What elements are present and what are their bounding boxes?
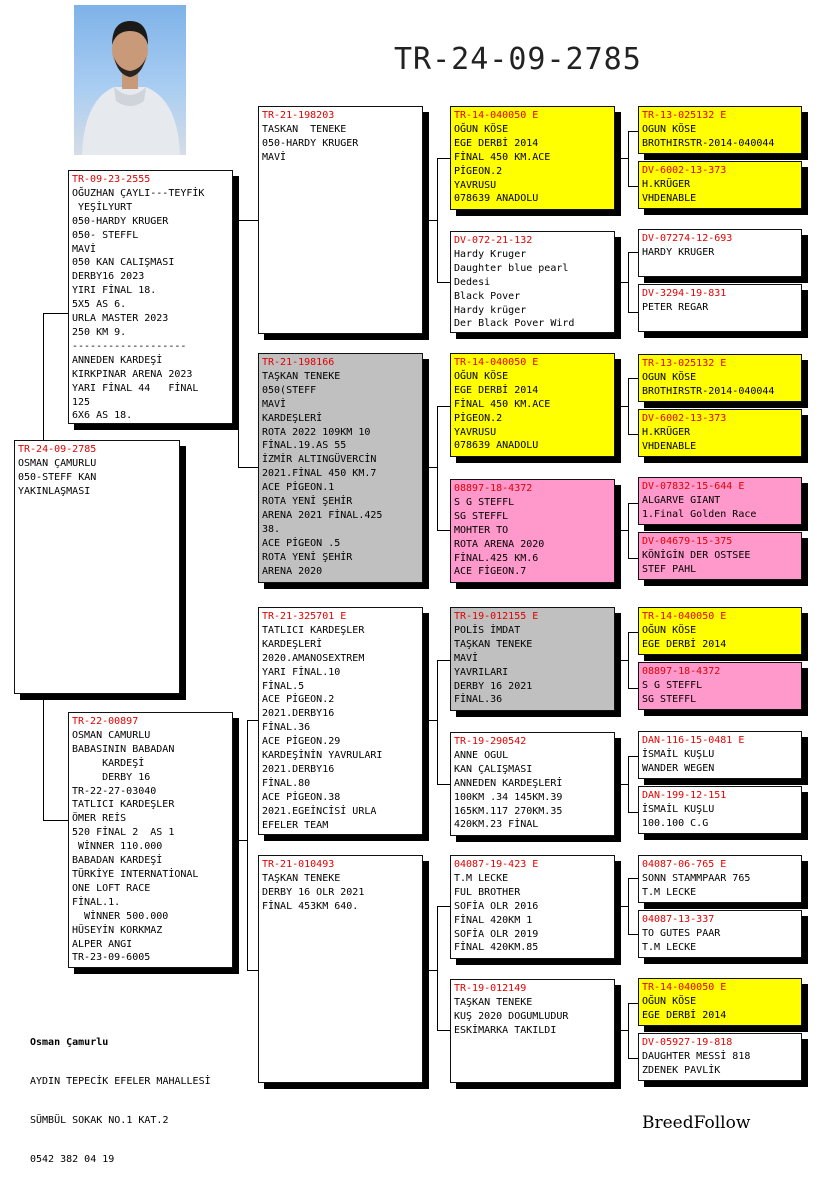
ring-number: TR-21-198203 xyxy=(262,110,335,121)
connector-line xyxy=(620,406,628,407)
bird-details: ALGARVE GIANT 1.Final Golden Race xyxy=(642,494,757,520)
ring-number: TR-21-198166 xyxy=(262,357,335,368)
ring-number: DV-05927-19-818 xyxy=(642,1037,733,1048)
bird-details: TAŞKAN TENEKE 050(STEFF MAVİ KARDEŞLERİ ROTA 2022 109KM 10 FİNAL.19.AS 55 İZMİR ALTINGÜVERCİN 2021.FİNAL 450 KM.7 ACE PİGEON.1 ROTA YENİ ŞEHİR ARENA 2021 FİNAL.425 38. ACE PİGEON .5 ROTA YENİ ŞEHİR ARENA 2020 xyxy=(262,370,383,577)
pedigree-title: TR-24-09-2785 xyxy=(394,42,642,77)
ring-number: TR-14-040050 E xyxy=(454,110,539,121)
bird-details: S G STEFFL SG STEFFL MOHTER TO ROTA ARENA 2020 FİNAL.425 KM.6 ACE FİGEON.7 xyxy=(454,496,545,578)
bird-details: OSMAN ÇAMURLU 050-STEFF KAN YAKINLAŞMASI xyxy=(18,457,97,497)
bird-details: OĞUN KÖSE EGE DERBİ 2014 FİNAL 450 KM.ACE PİGEON.2 YAVRUSU 078639 ANADOLU xyxy=(454,370,551,452)
connector-line xyxy=(437,906,438,1030)
ring-number: TR-19-290542 xyxy=(454,736,527,747)
gen4-card-11 xyxy=(638,731,802,779)
gen3-card-5 xyxy=(450,607,615,711)
dam-sire-card xyxy=(258,607,423,835)
connector-line xyxy=(43,313,44,441)
connector-line xyxy=(43,694,44,820)
connector-line xyxy=(437,784,450,785)
ring-number: DV-04679-15-375 xyxy=(642,536,733,547)
bird-details: KÖNİGİN DER OSTSEE STEF PAHL xyxy=(642,549,751,575)
connector-line xyxy=(628,378,629,434)
connector-line xyxy=(628,503,638,504)
bird-details: TATLICI KARDEŞLER KARDEŞLERİ 2020.AMANOSEXTREM YARI FİNAL.10 FİNAL.5 ACE PİGEON.2 2021.DERBY16 FİNAL.36 ACE PİGEON.29 KARDEŞİNİN YAVRULARI 2021.DERBY16 FİNAL.80 ACE PİGEON.38 2021.EGEİNCİSİ URLA EFELER TEAM xyxy=(262,624,383,831)
connector-line xyxy=(620,906,628,907)
ring-number: TR-09-23-2555 xyxy=(72,174,151,185)
ring-number: TR-21-325701 E xyxy=(262,611,347,622)
gen3-card-4 xyxy=(450,479,615,583)
connector-line xyxy=(628,252,629,312)
ring-number: TR-13-025132 E xyxy=(642,110,727,121)
connector-line xyxy=(437,906,450,907)
bird-details: ANNE OGUL KAN ÇALIŞMASI ANNEDEN KARDEŞLERİ 100KM .34 145KM.39 165KM.117 270KM.35 420KM.23 FİNAL xyxy=(454,749,563,831)
ring-number: DAN-116-15-0481 E xyxy=(642,735,745,746)
gen3-card-2 xyxy=(450,231,615,333)
connector-line xyxy=(437,660,450,661)
bird-details: OĞUN KÖSE EGE DERBİ 2014 xyxy=(642,624,727,650)
bird-details: S G STEFFL SG STEFFL xyxy=(642,679,703,705)
bird-details: TASKAN TENEKE 050-HARDY KRUGER MAVİ xyxy=(262,123,359,163)
owner-address-line: AYDIN TEPECİK EFELER MAHALLESİ xyxy=(30,1076,211,1087)
ring-number: DV-6002-13-373 xyxy=(642,413,727,424)
owner-phone: 0542 382 04 19 xyxy=(30,1154,115,1165)
gen4-card-10 xyxy=(638,662,802,710)
bird-details: İSMAİL KUŞLU 100.100 C.G xyxy=(642,803,715,829)
ring-number: TR-14-040050 E xyxy=(642,982,727,993)
connector-line xyxy=(628,503,629,558)
connector-line xyxy=(437,158,450,159)
connector-line xyxy=(247,970,258,971)
connector-line xyxy=(247,720,258,721)
dam-dam-card xyxy=(258,855,423,1083)
connector-line xyxy=(238,220,258,221)
connector-line xyxy=(247,720,248,970)
connector-line xyxy=(43,820,70,821)
connector-line xyxy=(437,158,438,282)
bird-details: TO GUTES PAAR T.M LECKE xyxy=(642,927,721,953)
gen4-card-8 xyxy=(638,532,802,580)
connector-line xyxy=(437,282,450,283)
ring-number: TR-14-040050 E xyxy=(642,611,727,622)
gen4-card-13 xyxy=(638,855,802,903)
gen3-card-8 xyxy=(450,979,615,1083)
connector-line xyxy=(233,840,247,841)
connector-line xyxy=(628,878,629,934)
gen4-card-9 xyxy=(638,607,802,655)
connector-line xyxy=(428,720,437,721)
gen4-card-2 xyxy=(638,161,802,209)
gen4-card-1 xyxy=(638,106,802,154)
ring-number: 08897-18-4372 xyxy=(642,666,721,677)
bird-details: OGUN KÖSE BROTHIRSTR-2014-040044 xyxy=(642,123,775,149)
gen3-card-1 xyxy=(450,106,615,210)
ring-number: TR-22-00897 xyxy=(72,716,139,727)
ring-number: 04087-13-337 xyxy=(642,914,715,925)
bird-details: SONN STAMMPAAR 765 T.M LECKE xyxy=(642,872,751,898)
connector-line xyxy=(620,1030,628,1031)
connector-line xyxy=(628,1003,629,1058)
connector-line xyxy=(437,406,438,530)
bird-details: HARDY KRUGER xyxy=(642,246,715,258)
bird-details: Hardy Kruger Daughter blue pearl Dedesi Black Pover Hardy krüger Der Black Pover Wird xyxy=(454,248,575,330)
gen4-card-5 xyxy=(638,354,802,402)
connector-line xyxy=(628,434,638,435)
bird-details: OGUN KÖSE BROTHIRSTR-2014-040044 xyxy=(642,371,775,397)
owner-contact xyxy=(30,1010,211,1179)
sire-dam-card xyxy=(258,353,423,583)
gen3-card-6 xyxy=(450,732,615,836)
connector-line xyxy=(628,252,638,253)
connector-line xyxy=(628,756,638,757)
sire-card xyxy=(68,170,233,424)
bird-details: PETER REGAR xyxy=(642,301,709,313)
connector-line xyxy=(628,756,629,812)
connector-line xyxy=(437,1030,450,1031)
ring-number: DV-072-21-132 xyxy=(454,235,533,246)
connector-line xyxy=(437,530,450,531)
connector-line xyxy=(628,131,629,186)
connector-line xyxy=(628,632,629,688)
bird-details: H.KRÜGER VHDENABLE xyxy=(642,426,697,452)
connector-line xyxy=(628,1058,638,1059)
gen3-card-3 xyxy=(450,353,615,457)
ring-number: TR-19-012149 xyxy=(454,983,527,994)
bird-details: OĞUN KÖSE EGE DERBİ 2014 xyxy=(642,995,727,1021)
owner-name: Osman Çamurlu xyxy=(30,1037,109,1048)
connector-line xyxy=(428,970,437,971)
bird-details: POLİS İMDAT TAŞKAN TENEKE MAVİ YAVRILARI DERBY 16 2021 FİNAL.36 xyxy=(454,624,533,706)
connector-line xyxy=(628,378,638,379)
ring-number: TR-19-012155 E xyxy=(454,611,539,622)
connector-line xyxy=(628,632,638,633)
bird-details: TAŞKAN TENEKE KUŞ 2020 DOGUMLUDUR ESKİMARKA TAKILDI xyxy=(454,996,569,1036)
connector-line xyxy=(628,688,638,689)
bird-details: OĞUZHAN ÇAYLI---TEYFİK YEŞİLYURT 050-HARDY KRUGER 050- STEFFL MAVİ 050 KAN CALIŞMASI DERBY16 2023 YIRI FİNAL 18. 5X5 AS 6. URLA MASTER 2023 250 KM 9. ------------------- ANNEDEN KARDEŞİ KIRKPINAR ARENA 2023 YARI FİNAL 44 FİNAL 125 6X6 AS 18. xyxy=(72,187,205,422)
connector-line xyxy=(628,186,638,187)
connector-line xyxy=(620,660,628,661)
connector-line xyxy=(620,282,628,283)
connector-line xyxy=(628,812,638,813)
bird-details: DAUGHTER MESSİ 818 ZDENEK PAVLİK xyxy=(642,1050,751,1076)
gen4-card-14 xyxy=(638,910,802,958)
connector-line xyxy=(628,934,638,935)
dam-card xyxy=(68,712,233,968)
ring-number: 04087-19-423 E xyxy=(454,859,539,870)
connector-line xyxy=(620,784,628,785)
connector-line xyxy=(233,313,238,314)
owner-photo xyxy=(74,5,186,155)
connector-line xyxy=(428,467,437,468)
connector-line xyxy=(628,312,638,313)
ring-number: TR-21-010493 xyxy=(262,859,335,870)
bird-details: H.KRÜGER VHDENABLE xyxy=(642,178,697,204)
connector-line xyxy=(628,878,638,879)
gen4-card-4 xyxy=(638,284,802,332)
gen3-card-7 xyxy=(450,855,615,959)
ring-number: TR-24-09-2785 xyxy=(18,444,97,455)
gen4-card-3 xyxy=(638,229,802,277)
ring-number: TR-14-040050 E xyxy=(454,357,539,368)
bird-details: İSMAİL KUŞLU WANDER WEGEN xyxy=(642,748,715,774)
gen4-card-6 xyxy=(638,409,802,457)
connector-line xyxy=(238,467,258,468)
gen4-card-15 xyxy=(638,978,802,1026)
connector-line xyxy=(238,220,239,467)
connector-line xyxy=(43,313,70,314)
ring-number: DV-6002-13-373 xyxy=(642,165,727,176)
brand-logo-text: BreedFollow xyxy=(642,1113,751,1133)
ring-number: DV-07274-12-693 xyxy=(642,233,733,244)
ring-number: 04087-06-765 E xyxy=(642,859,727,870)
bird-details: OSMAN CAMURLU BABASININ BABADAN KARDEŞİ DERBY 16 TR-22-27-03040 TATLICI KARDEŞLER ÖMER REİS 520 FİNAL 2 AS 1 WİNNER 110.000 BABADAN KARDEŞİ TÜRKİYE INTERNATİONAL ONE LOFT RACE FİNAL.1. WİNNER 500.000 HÜSEYİN KORKMAZ ALPER ANGI TR-23-09-6005 xyxy=(72,729,199,964)
gen4-card-16 xyxy=(638,1033,802,1081)
bird-details: T.M LECKE FUL BROTHER SOFİA OLR 2016 FİNAL 420KM 1 SOFİA OLR 2019 FİNAL 420KM.85 xyxy=(454,872,539,954)
ring-number: DAN-199-12-151 xyxy=(642,790,727,801)
connector-line xyxy=(620,158,628,159)
connector-line xyxy=(628,131,638,132)
owner-address-line: SÜMBÜL SOKAK NO.1 KAT.2 xyxy=(30,1115,169,1126)
ring-number: DV-3294-19-831 xyxy=(642,288,727,299)
bird-details: OĞUN KÖSE EGE DERBİ 2014 FİNAL 450 KM.ACE PİGEON.2 YAVRUSU 078639 ANADOLU xyxy=(454,123,551,205)
connector-line xyxy=(437,406,450,407)
ring-number: 08897-18-4372 xyxy=(454,483,533,494)
connector-line xyxy=(437,660,438,784)
subject-bird-card xyxy=(14,440,180,694)
bird-details: TAŞKAN TENEKE DERBY 16 OLR 2021 FİNAL 453KM 640. xyxy=(262,872,365,912)
gen4-card-7 xyxy=(638,477,802,525)
connector-line xyxy=(620,530,628,531)
gen4-card-12 xyxy=(638,786,802,834)
connector-line xyxy=(628,1003,638,1004)
connector-line xyxy=(628,558,638,559)
ring-number: DV-07832-15-644 E xyxy=(642,481,745,492)
ring-number: TR-13-025132 E xyxy=(642,358,727,369)
connector-line xyxy=(428,220,437,221)
sire-sire-card xyxy=(258,106,423,334)
